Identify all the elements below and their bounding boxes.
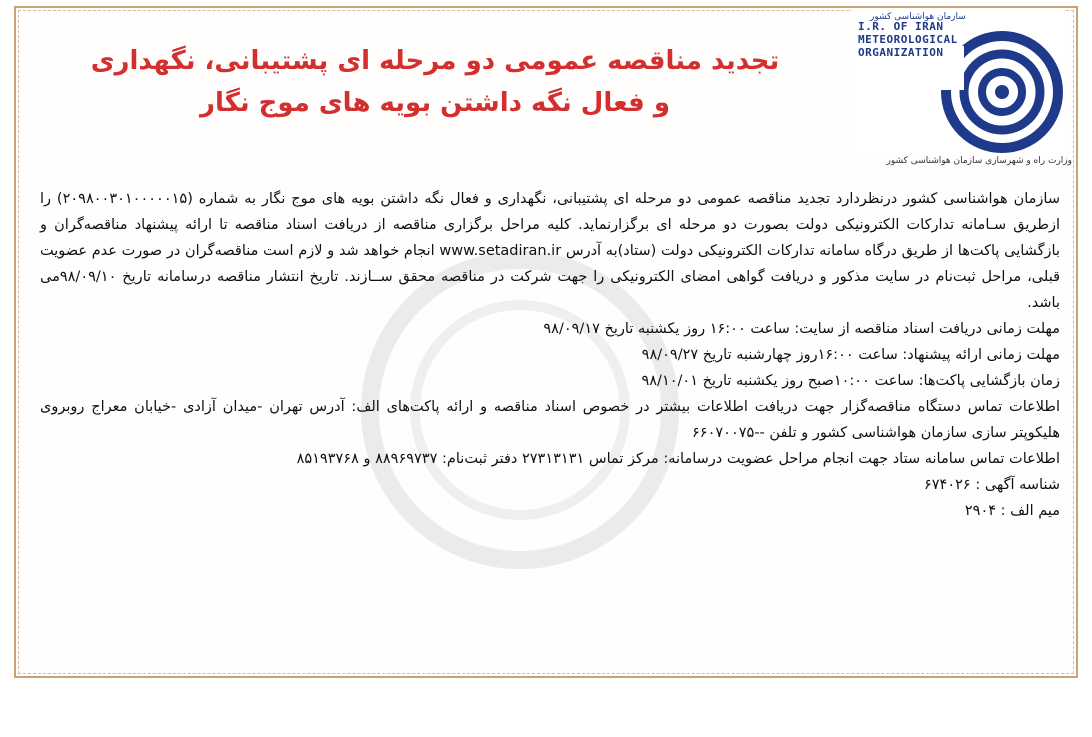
logo-line: METEOROLOGICAL bbox=[858, 33, 958, 46]
logo-line: ORGANIZATION bbox=[858, 46, 944, 59]
logo-line: I.R. OF IRAN bbox=[858, 20, 944, 33]
ad-identifier: شناسه آگهی : ۶۷۴۰۲۶ bbox=[923, 477, 1060, 493]
ad-code: میم الف : ۲۹۰۴ bbox=[964, 503, 1060, 519]
logo-farsi-name: سازمان هواشناسی کشور bbox=[870, 12, 966, 22]
intro-paragraph: سازمان هواشناسی کشور درنظردارد تجدید مناقصه عمومی دو مرحله ای پشتیبانی، نگهداری و فعال نگه داشتن بویه های موج نگار به شماره (۲۰۹۸۰۰۳۰۱۰۰۰۰۰۱۵) را ازطریق سـامانه تدارکات الکترونیکی دولت بصورت دو مرحله ای برگزارنماید. کلیه مراحل برگزاری مناقصه از دریافت اسناد مناقصه تا ارائه پیشنهاد مناقصه‌گران و بازگشایی پاکت‌ها از طریق درگاه سامانه تدارکات الکترونیکی دولت (ستاد)به آدرس www.setadiran.ir انجام خواهد شد و لازم است مناقصه‌گران در صورت عدم عضویت قبلی، مراحل ثبت‌نام در سایت مذکور و دریافت گواهی امضای الکترونیکی را جهت شرکت در مناقصه محقق ســازند. تاریخ انتشار مناقصه درسامانه تاریخ ۹۸/۰۹/۱۰می باشد. bbox=[40, 191, 1060, 311]
title-line-2: و فعال نگه داشتن بویه های موج نگار bbox=[200, 88, 670, 118]
logo-english-name bbox=[858, 20, 968, 59]
ad-title bbox=[40, 40, 830, 124]
ministry-caption: وزارت راه و شهرسازی سازمان هواشناسی کشور bbox=[886, 156, 1072, 166]
tender-contact-info: اطلاعات تماس دستگاه مناقصه‌گزار جهت دریافت اطلاعات بیشتر در خصوص اسناد مناقصه و ارائه پاکت‌های الف: آدرس تهران -میدان آزادی -خیابان معراج روبروی هلیکوپتر سازی سازمان هواشناسی کشور و تلفن --۶۶۰۷۰۰۷۵ bbox=[40, 399, 1060, 441]
deadline-documents: مهلت زمانی دریافت اسناد مناقصه از سایت: ساعت ۱۶:۰۰ روز یکشنبه تاریخ ۹۸/۰۹/۱۷ bbox=[543, 321, 1060, 337]
deadline-offer: مهلت زمانی ارائه پیشنهاد: ساعت ۱۶:۰۰روز چهارشنبه تاریخ ۹۸/۰۹/۲۷ bbox=[641, 347, 1060, 363]
title-line-1: تجدید مناقصه عمومی دو مرحله ای پشتیبانی، نگهداری bbox=[90, 46, 780, 76]
envelope-opening: زمان بازگشایی پاکت‌ها: ساعت ۱۰:۰۰صبح روز یکشنبه تاریخ ۹۸/۱۰/۰۱ bbox=[641, 373, 1060, 389]
ad-body bbox=[40, 186, 1060, 524]
setad-contact-info: اطلاعات تماس سامانه ستاد جهت انجام مراحل عضویت درسامانه: مرکز تماس ۲۷۳۱۳۱۳۱ دفتر ثبت‌نام: ۸۸۹۶۹۷۳۷ و ۸۵۱۹۳۷۶۸ bbox=[296, 451, 1060, 467]
